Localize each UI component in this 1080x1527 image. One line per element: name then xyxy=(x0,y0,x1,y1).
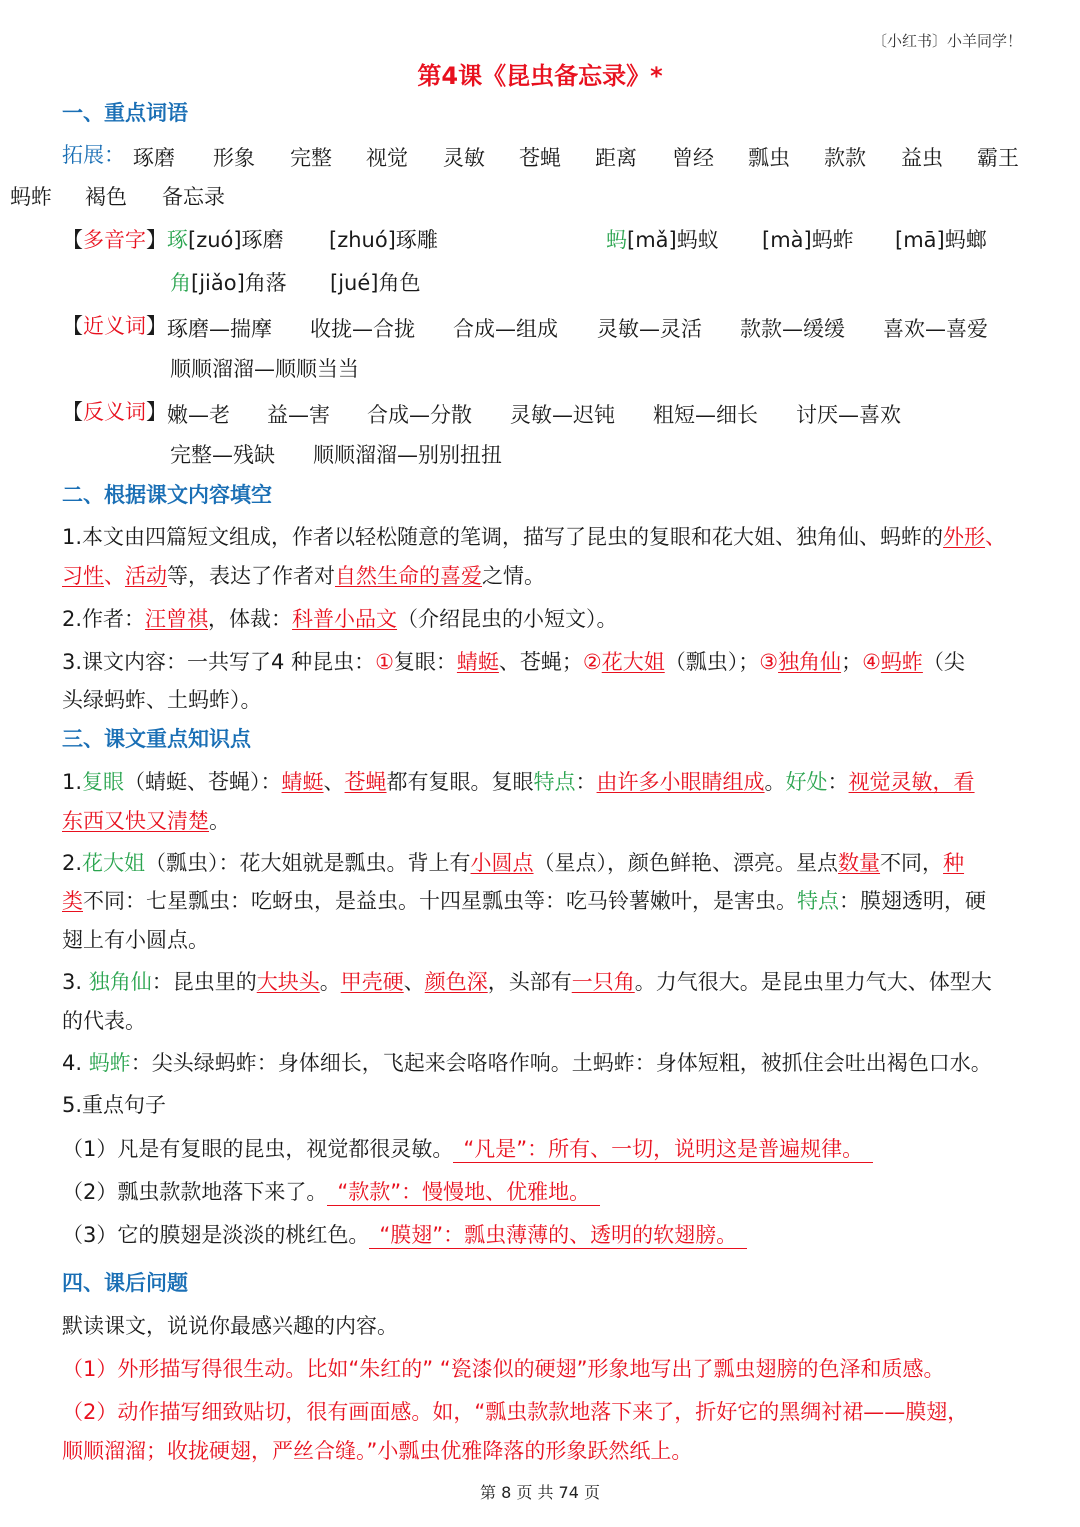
section-heading-4: 四、课后问题 xyxy=(62,1271,188,1295)
polyphone-reading: [zuó]琢磨 xyxy=(188,228,284,252)
expand-word: 形象 xyxy=(213,146,255,170)
sentence: （2）瓢虫款款地落下来了。 xyxy=(62,1180,328,1204)
synonym-pair: 灵敏—灵活 xyxy=(597,317,702,341)
synonym-row-1 xyxy=(62,311,1037,341)
expand-word: 琢磨 xyxy=(133,146,175,170)
text: （星点），颜色鲜艳、漂亮。星点 xyxy=(533,851,839,875)
expand-label: 拓展： xyxy=(62,143,125,167)
section-heading-3: 三、课文重点知识点 xyxy=(62,727,251,751)
answer: 一只角 xyxy=(571,970,635,994)
text: ； xyxy=(841,650,863,674)
expand-word: 瓢虫 xyxy=(748,146,790,170)
knowledge-3 xyxy=(62,967,1037,997)
text: ：膜翅透明，硬 xyxy=(839,889,986,913)
text: 1.本文由四篇短文组成，作者以轻松随意的笔调，描写了昆虫的复眼和花大姐、独角仙、蚂蚱的 xyxy=(62,525,944,549)
polyphone-label: 多音字 xyxy=(83,228,146,252)
text: 、 xyxy=(104,564,125,588)
antonym-row-1 xyxy=(62,397,1037,427)
explanation: “膜翅”：瓢虫薄薄的、透明的软翅膀。 xyxy=(369,1223,747,1249)
fill-paragraph-3 xyxy=(62,647,1037,677)
text: 3. xyxy=(62,970,89,994)
text: ： xyxy=(575,770,597,794)
text: （瓢虫）：花大姐就是瓢虫。背上有 xyxy=(145,851,471,875)
expand-word: 灵敏 xyxy=(443,146,485,170)
answer: 小圆点 xyxy=(470,851,534,875)
explanation: “凡是”：所有、一切，说明这是普遍规律。 xyxy=(453,1137,873,1163)
answer: 科普小品文 xyxy=(292,607,398,631)
bracket-close: 】 xyxy=(146,228,167,252)
text: 等，表达了作者对 xyxy=(167,564,335,588)
sentence: （1）凡是有复眼的昆虫，视觉都很灵敏。 xyxy=(62,1137,454,1161)
text: 1. xyxy=(62,770,83,794)
answer: 类 xyxy=(62,889,83,913)
answer: 花大姐 xyxy=(601,650,665,674)
answer: 甲壳硬 xyxy=(340,970,404,994)
antonym-pair: 完整—残缺 xyxy=(170,443,275,467)
antonym-pair: 灵敏—迟钝 xyxy=(510,403,615,427)
fill-paragraph-1 xyxy=(62,522,1037,552)
synonym-pair: 款款—缓缓 xyxy=(740,317,845,341)
expand-word: 完整 xyxy=(290,146,332,170)
synonym-pair: 合成—组成 xyxy=(453,317,558,341)
keyword: 复眼 xyxy=(82,770,125,794)
antonym-label: 反义词 xyxy=(83,400,146,424)
expand-word: 距离 xyxy=(595,146,637,170)
text: ，体裁： xyxy=(208,607,293,631)
polyphone-reading: [jué]角色 xyxy=(330,271,421,295)
antonym-pair: 粗短—细长 xyxy=(653,403,758,427)
answer: 习性 xyxy=(62,564,104,588)
expand-word: 款款 xyxy=(824,146,866,170)
polyphone-char-2: 蚂 xyxy=(606,228,627,252)
text: ：昆虫里的 xyxy=(151,970,257,994)
fill-paragraph-3-cont: 头绿蚂蚱、土蚂蚱）。 xyxy=(62,688,262,712)
key-sentence-2 xyxy=(62,1177,1037,1207)
text: 4. xyxy=(62,1051,89,1075)
antonym-row-2 xyxy=(170,440,1030,470)
polyphone-reading: [mà]蚂蚱 xyxy=(762,228,854,252)
number-mark: ④ xyxy=(862,650,881,674)
keyword: 特点 xyxy=(533,770,576,794)
knowledge-1 xyxy=(62,767,1037,797)
bracket-close: 】 xyxy=(146,314,167,338)
answer: 视觉灵敏，看 xyxy=(848,770,975,794)
keyword: 好处 xyxy=(785,770,828,794)
text: ：尖头绿蚂蚱：身体细长，飞起来会咯咯作响。土蚂蚱：身体短粗，被抓住会吐出褐色口水。 xyxy=(130,1051,992,1075)
text: ： xyxy=(827,770,849,794)
answer: 独角仙 xyxy=(778,650,842,674)
number-mark: ③ xyxy=(759,650,779,674)
polyphone-char-1: 琢 xyxy=(167,228,188,252)
answer-1: （1）外形描写得很生动。比如“朱红的” “瓷漆似的硬翅”形象地写出了瓢虫翅膀的色泽和质感。 xyxy=(62,1357,945,1381)
keyword: 蚂蚱 xyxy=(88,1051,131,1075)
text: （瓢虫）； xyxy=(664,650,760,674)
text: （尖 xyxy=(922,650,965,674)
text: 、 xyxy=(323,770,345,794)
key-sentences-heading: 5.重点句子 xyxy=(62,1093,167,1117)
text: 都有复眼。复眼 xyxy=(386,770,534,794)
page-footer: 第 8 页 共 74 页 xyxy=(480,1483,600,1502)
answer: 颜色深 xyxy=(424,970,488,994)
expand-word: 曾经 xyxy=(672,146,714,170)
answer-2: （2）动作描写细致贴切，很有画面感。如，“瓢虫款款地落下来了，折好它的黑绸衬裙——膜翅， xyxy=(62,1400,969,1424)
answer: 活动 xyxy=(125,564,167,588)
keyword: 独角仙 xyxy=(88,970,152,994)
bracket-open: 【 xyxy=(62,228,83,252)
polyphone-reading: [mǎ]蚂蚁 xyxy=(627,228,719,252)
text: 不同：七星瓢虫：吃蚜虫，是益虫。十四星瓢虫等：吃马铃薯嫩叶，是害虫。 xyxy=(83,889,797,913)
question: 默读课文，说说你最感兴趣的内容。 xyxy=(62,1314,398,1338)
answer-2-cont: 顺顺溜溜；收拢硬翅，严丝合缝。”小瓢虫优雅降落的形象跃然纸上。 xyxy=(62,1439,693,1463)
answer: 大块头 xyxy=(256,970,320,994)
knowledge-1-cont xyxy=(62,806,1037,836)
bracket-close: 】 xyxy=(146,400,167,424)
text: 复眼： xyxy=(393,650,457,674)
text: 3.课文内容：一共写了4 种昆虫： xyxy=(62,650,376,674)
number-mark: ② xyxy=(582,650,602,674)
section-heading-1: 一、重点词语 xyxy=(62,101,188,125)
synonym-pair: 收拢—合拢 xyxy=(310,317,415,341)
synonym-label: 近义词 xyxy=(83,314,146,338)
synonym-row-2: 顺顺溜溜—顺顺当当 xyxy=(170,357,359,381)
text: （蜻蜓、苍蝇）： xyxy=(124,770,282,794)
keyword: 花大姐 xyxy=(82,851,146,875)
antonym-pair: 合成—分散 xyxy=(367,403,472,427)
text: 。 xyxy=(319,970,341,994)
answer: 汪曾祺 xyxy=(145,607,209,631)
expand-word: 备忘录 xyxy=(162,185,225,209)
text: 。 xyxy=(209,809,230,833)
expand-word: 视觉 xyxy=(366,146,408,170)
answer: 蜻蜓 xyxy=(281,770,324,794)
fill-paragraph-1-cont xyxy=(62,561,1037,591)
polyphone-reading: [zhuó]琢雕 xyxy=(329,228,438,252)
expand-word: 褐色 xyxy=(85,185,127,209)
synonym-pair: 琢磨—揣摩 xyxy=(167,317,272,341)
text: 。 xyxy=(764,770,786,794)
text: 、 xyxy=(403,970,425,994)
sentence: （3）它的膜翅是淡淡的桃红色。 xyxy=(62,1223,370,1247)
text: ，头部有 xyxy=(487,970,572,994)
antonym-pair: 顺顺溜溜—别别扭扭 xyxy=(313,443,502,467)
expand-row-1 xyxy=(62,140,1037,170)
key-sentence-3 xyxy=(62,1220,1037,1250)
expand-word: 蚂蚱 xyxy=(10,185,52,209)
answer: 由许多小眼睛组成 xyxy=(596,770,765,794)
text: 。力气很大。是昆虫里力气大、体型大 xyxy=(634,970,992,994)
answer: 蚂蚱 xyxy=(880,650,923,674)
polyphone-row-2 xyxy=(170,268,1030,298)
watermark: 〔小红书〕小羊同学！ xyxy=(871,32,1022,50)
antonym-pair: 嫩—老 xyxy=(167,403,230,427)
text: 、苍蝇； xyxy=(498,650,583,674)
text: 2. xyxy=(62,851,83,875)
polyphone-reading: [jiǎo]角落 xyxy=(191,271,287,295)
knowledge-2-cont xyxy=(62,886,1037,916)
keyword: 特点 xyxy=(797,889,839,913)
answer: 种 xyxy=(943,851,965,875)
expand-word: 苍蝇 xyxy=(519,146,561,170)
expand-word: 益虫 xyxy=(901,146,943,170)
antonym-pair: 讨厌—喜欢 xyxy=(796,403,901,427)
fill-paragraph-2 xyxy=(62,604,1037,634)
polyphone-reading: [mā]蚂螂 xyxy=(895,228,987,252)
answer: 东西又快又清楚 xyxy=(62,809,209,833)
answer: 蜻蜓 xyxy=(456,650,499,674)
knowledge-3-cont: 的代表。 xyxy=(62,1009,146,1033)
answer: 外形 xyxy=(943,525,986,549)
knowledge-2-cont-2: 翅上有小圆点。 xyxy=(62,928,209,952)
knowledge-4 xyxy=(62,1048,1037,1078)
bracket-open: 【 xyxy=(62,314,83,338)
page-title: 第4课《昆虫备忘录》* xyxy=(417,62,663,90)
key-sentence-1 xyxy=(62,1134,1037,1164)
text: 2.作者： xyxy=(62,607,146,631)
knowledge-2 xyxy=(62,848,1037,878)
text: 、 xyxy=(985,525,1007,549)
number-mark: ① xyxy=(375,650,394,674)
expand-word: 霸王 xyxy=(977,146,1019,170)
bracket-open: 【 xyxy=(62,400,83,424)
answer: 自然生命的喜爱 xyxy=(335,564,482,588)
polyphone-char-3: 角 xyxy=(170,271,191,295)
text: 之情。 xyxy=(482,564,545,588)
text: （介绍昆虫的小短文）。 xyxy=(397,607,618,631)
polyphone-row-1 xyxy=(62,225,1037,255)
explanation: “款款”：慢慢地、优雅地。 xyxy=(327,1180,600,1206)
antonym-pair: 益—害 xyxy=(267,403,330,427)
answer: 数量 xyxy=(838,851,881,875)
section-heading-2: 二、根据课文内容填空 xyxy=(62,483,272,507)
synonym-pair: 喜欢—喜爱 xyxy=(883,317,988,341)
text: 不同， xyxy=(880,851,944,875)
answer: 苍蝇 xyxy=(344,770,387,794)
